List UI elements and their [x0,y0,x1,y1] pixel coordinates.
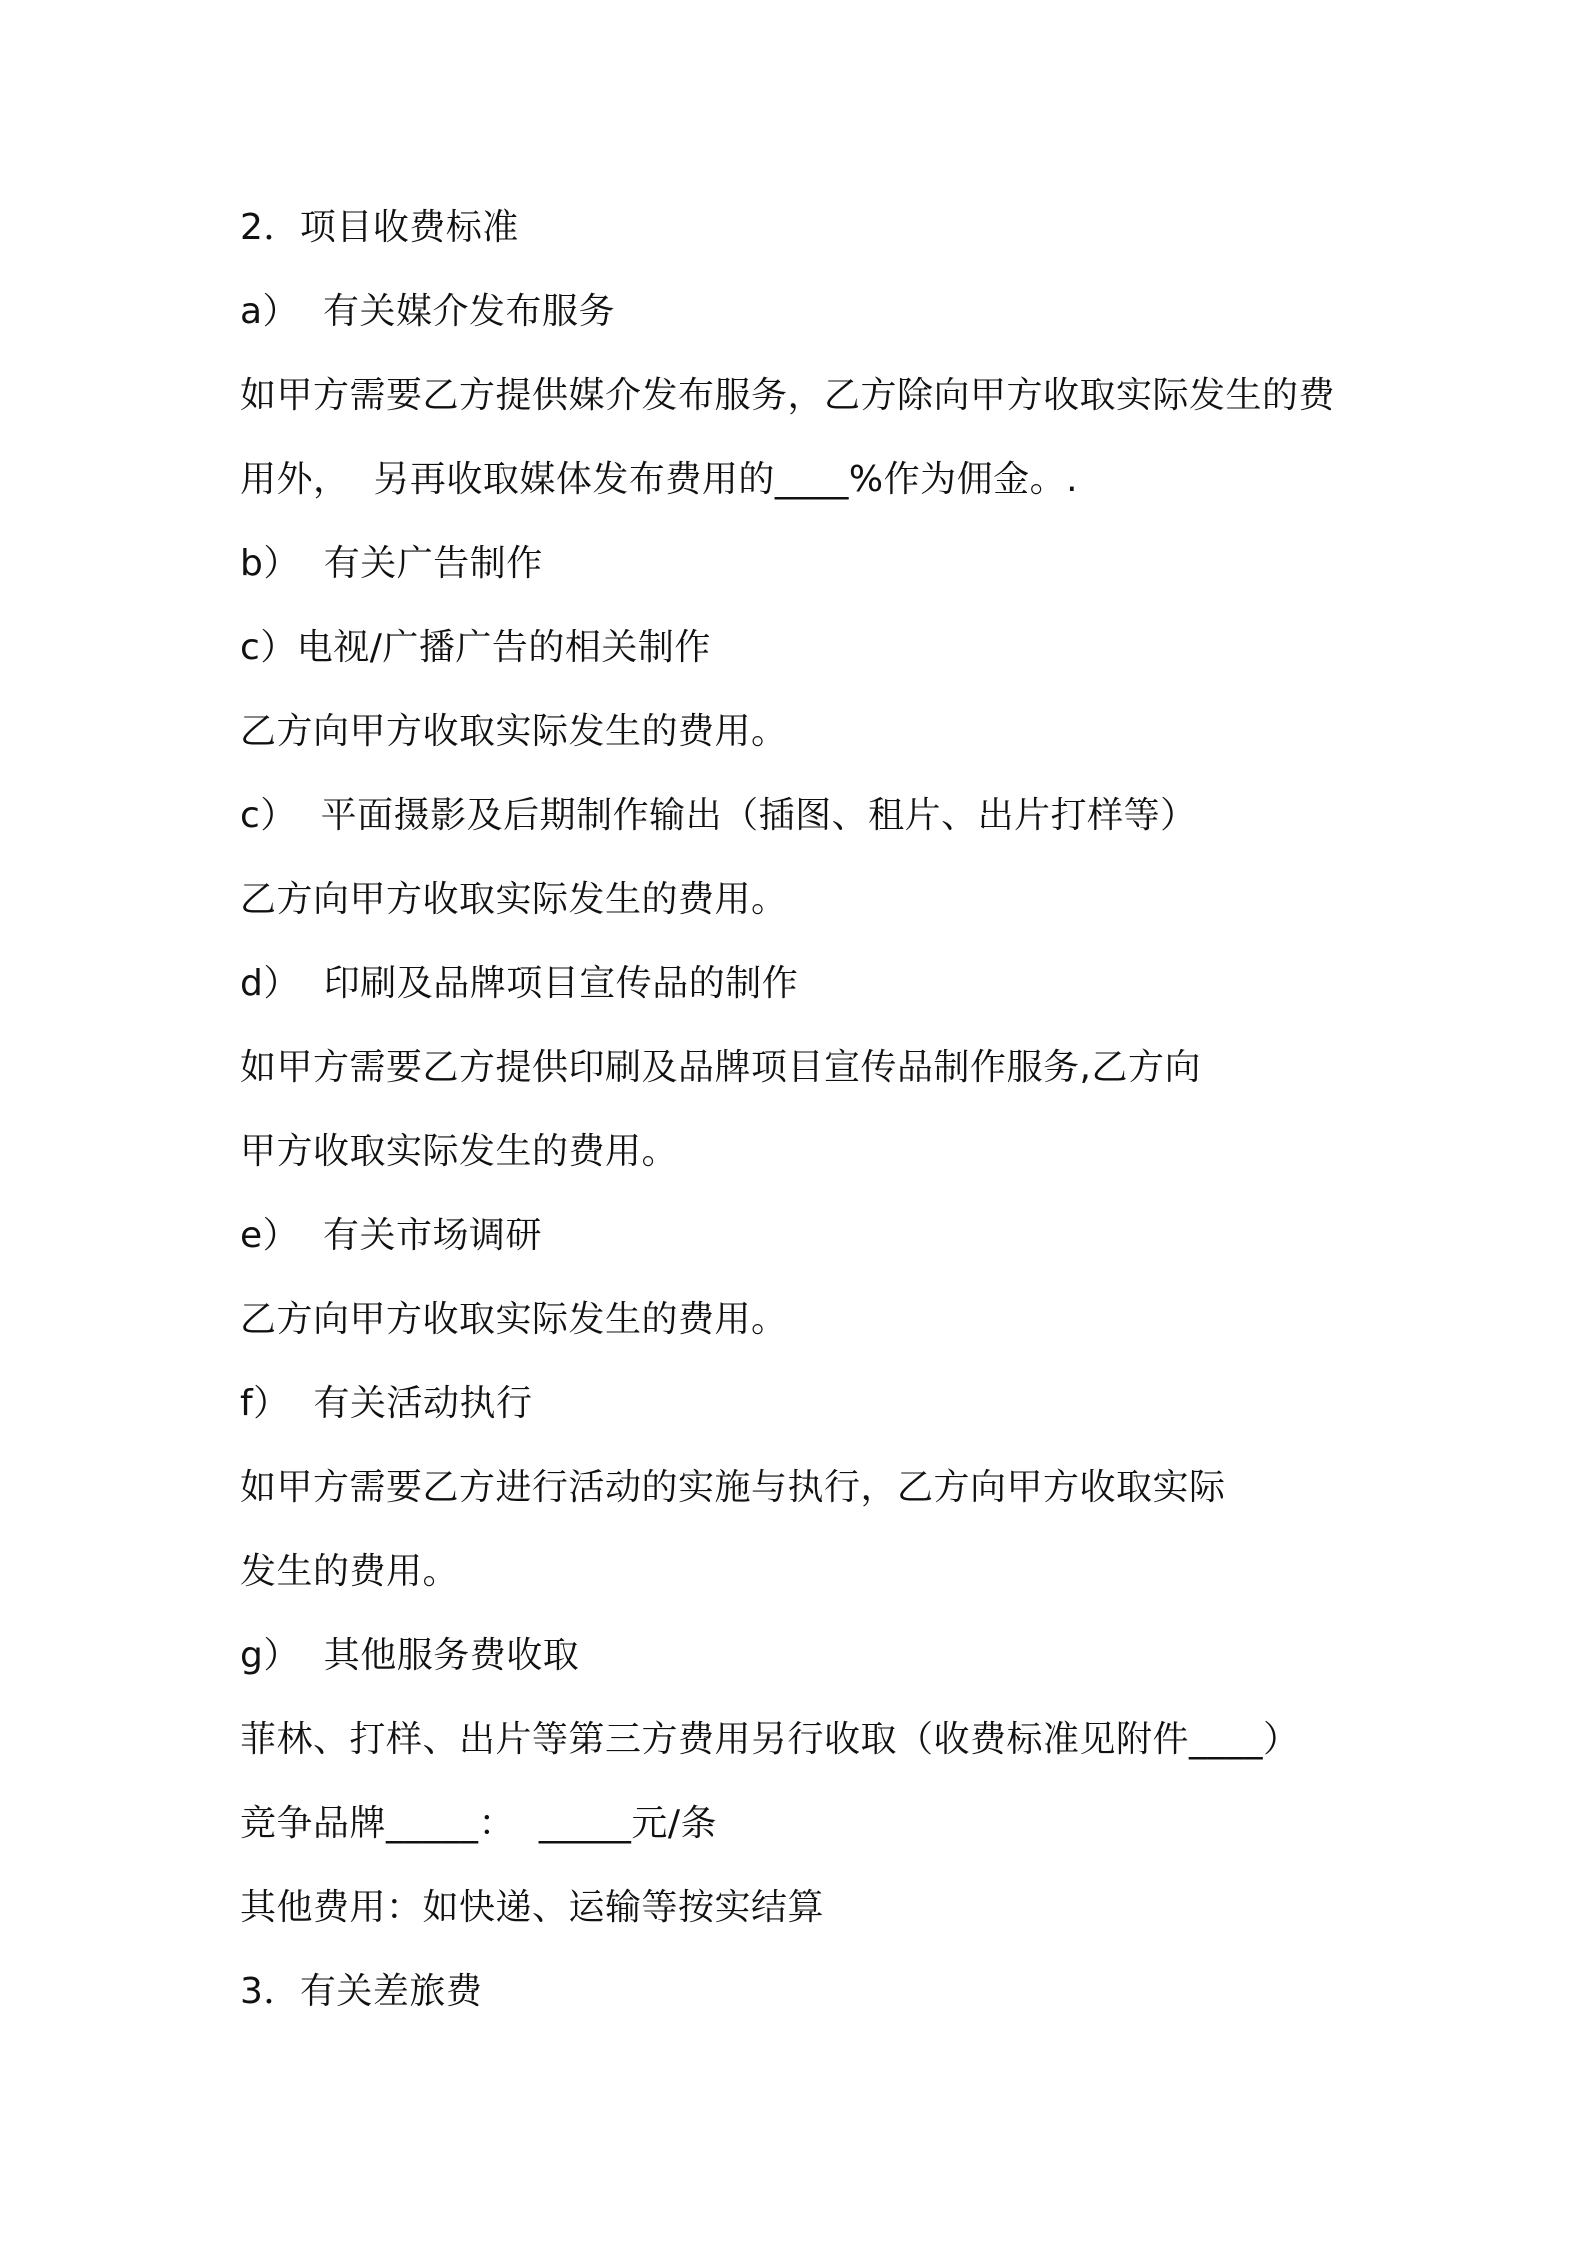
item-f-text-line-2: 发生的费用。 [240,1551,460,1592]
item-d-text-line-2: 甲方收取实际发生的费用。 [240,1131,679,1172]
item-c-tv-radio-heading: c）电视/广播广告的相关制作 [240,627,711,668]
item-c-tv-radio-text: 乙方向甲方收取实际发生的费用。 [240,711,788,752]
item-d-text-line-1: 如甲方需要乙方提供印刷及品牌项目宣传品制作服务,乙方向 [240,1047,1201,1088]
item-f-heading: f） 有关活动执行 [240,1383,533,1424]
item-d-heading: d） 印刷及品牌项目宣传品的制作 [240,963,799,1004]
item-g-other-fees: 其他费用：如快递、运输等按实结算 [240,1887,825,1928]
item-f-text-line-1: 如甲方需要乙方进行活动的实施与执行，乙方向甲方收取实际 [240,1467,1226,1508]
item-b-heading: b） 有关广告制作 [240,543,543,584]
item-e-text: 乙方向甲方收取实际发生的费用。 [240,1299,788,1340]
item-a-text-line-2: 用外， 另再收取媒体发布费用的____%作为佣金。. [240,459,1079,500]
section-heading-travel-expenses: 3．有关差旅费 [240,1971,483,2012]
item-a-heading: a） 有关媒介发布服务 [240,291,615,332]
section-heading-fee-standard: 2．项目收费标准 [240,207,519,248]
item-c-print-photo-text: 乙方向甲方收取实际发生的费用。 [240,879,788,920]
item-a-text-line-1: 如甲方需要乙方提供媒介发布服务，乙方除向甲方收取实际发生的费 [240,375,1336,416]
item-g-competing-brand: 竞争品牌_____： _____元/条 [240,1803,718,1844]
item-c-print-photo-heading: c） 平面摄影及后期制作输出（插图、租片、出片打样等） [240,795,1197,836]
item-e-heading: e） 有关市场调研 [240,1215,543,1256]
item-g-third-party-fees: 菲林、打样、出片等第三方费用另行收取（收费标准见附件____） [240,1719,1300,1760]
item-g-heading: g） 其他服务费收取 [240,1635,580,1676]
